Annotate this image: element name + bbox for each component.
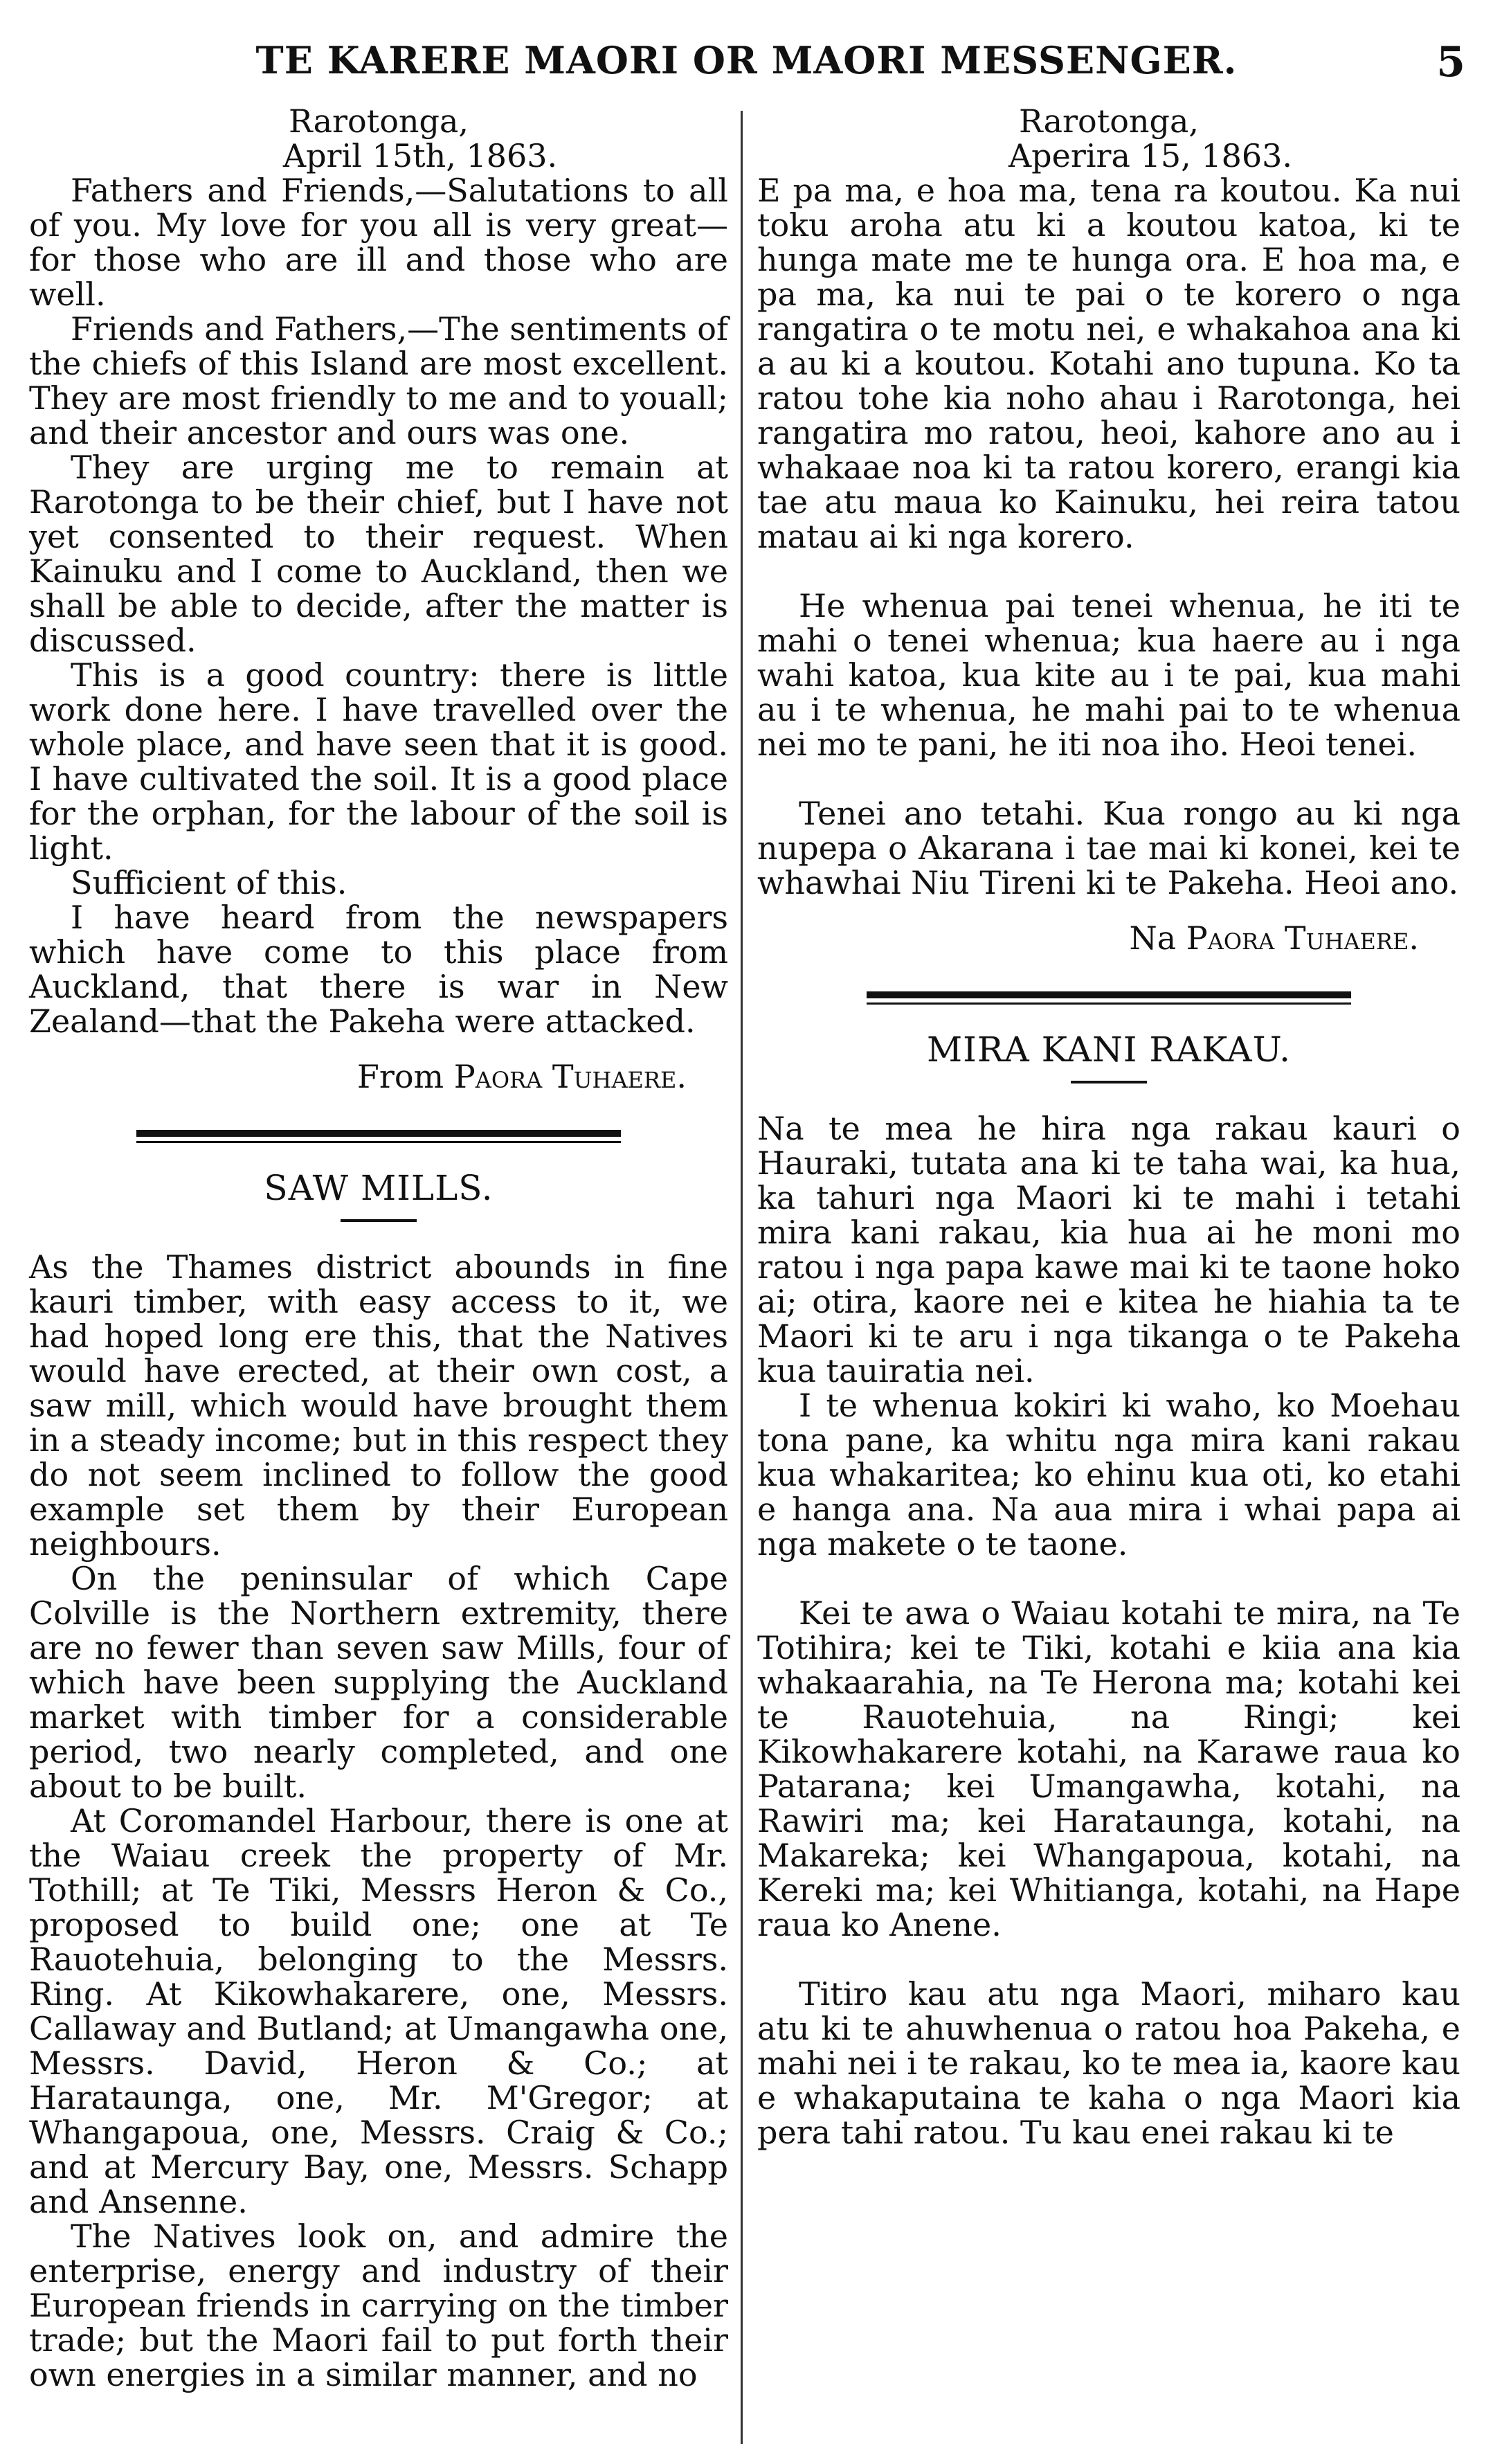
- article-paragraph: The Natives look on, and admire the enterprise, energy and industry of their European friends in carrying on the timber trade; but the Maori fail to put forth their own energies in a similar manner, and no: [29, 2218, 728, 2393]
- signoff-prefix-maori: Na: [1129, 919, 1177, 957]
- section-separator-maori: [867, 991, 1351, 1005]
- letter-paragraph: I have heard from the newspapers which have come to this place from Auckland, that there is war in New Zealand—that the Pakeha were attacked.: [29, 899, 728, 1040]
- letter-paragraph: This is a good country: there is little work done here. I have travelled over the whole place, and have seen that it is good. I have cultivated the soil. It is a good place for the orphan, for the labour of the soil is light.: [29, 656, 728, 867]
- heading-underline-maori: [1071, 1081, 1147, 1083]
- letter-paragraph-maori: He whenua pai tenei whenua, he iti te mahi o tenei whenua; kua haere au i nga wahi katoa, kua kite au i te pai, kua mahi au i te whenua, he mahi pai to te whenua nei mo te pani, he iti noa iho. Heoi tenei.: [757, 587, 1460, 763]
- signoff-name-maori: Paora Tuhaere.: [1186, 919, 1419, 957]
- page-number: 5: [1436, 38, 1465, 87]
- english-column: [29, 104, 728, 2392]
- signoff-name: Paora Tuhaere.: [453, 1058, 687, 1095]
- letter-paragraph: They are urging me to remain at Rarotonga to be their chief, but I have not yet consented to their request. When Kainuku and I come to Auckland, then we shall be able to decide, after the matter is discussed.: [29, 449, 728, 659]
- article-heading: SAW MILLS.: [264, 1168, 494, 1208]
- letter-paragraph: Friends and Fathers,—The sentiments of the chiefs of this Island are most excellent. They are most friendly to me and to youall; and their ancestor and ours was one.: [29, 310, 728, 451]
- letter-dateline: [29, 104, 728, 173]
- article-paragraph-maori: Na te mea he hira nga rakau kauri o Hauraki, tutata ana ki te taha wai, ka hua, ka tahuri nga Maori ki te mahi i tetahi mira kani rakau, kia hua ai he moni mo ratou i nga papa kawe mai ki te taone hoko ai; otira, kaore nei e kitea he hiahia ta te Maori ki te aru i nga tikanga o te Pakeha kua tauiratia nei.: [757, 1110, 1460, 1390]
- letter-place-maori: Rarotonga,: [1018, 102, 1200, 140]
- letter-signoff-maori: [757, 921, 1460, 955]
- separator-thick-rule: [136, 1130, 621, 1137]
- maori-column: [757, 104, 1460, 2150]
- section-separator: [136, 1130, 621, 1143]
- letter-dateline-maori: [757, 104, 1460, 173]
- letter-paragraph: Sufficient of this.: [71, 864, 347, 901]
- column-divider: [741, 111, 743, 2444]
- letter-paragraph-maori: E pa ma, e hoa ma, tena ra koutou. Ka nui toku aroha atu ki a koutou katoa, ki te hunga mate me te hunga ora. E hoa ma, e pa ma, ka nui te pai o te korero o nga rangatira o te motu nei, e whakahoa ana ki a au ki a koutou. Kotahi ano tupuna. Ko ta ratou tohe kia noho ahau i Rarotonga, hei rangatira mo ratou, heoi, kahore ano au i whakaae noa ki ta ratou korero, erangi kia tae atu maua ko Kainuku, hei reira tatou matau ai ki nga korero.: [757, 172, 1460, 555]
- article-paragraph: As the Thames district abounds in fine kauri timber, with easy access to it, we had hoped long ere this, that the Natives would have erected, at their own cost, a saw mill, which would have brought them in a steady income; but in this respect they do not seem inclined to follow the good example set them by their European neighbours.: [29, 1248, 728, 1563]
- letter-signoff: [29, 1059, 728, 1094]
- article-paragraph: At Coromandel Harbour, there is one at the Waiau creek the property of Mr. Tothill; at Te Tiki, Messrs Heron & Co., proposed to build one; one at Te Rauotehuia, belonging to the Messrs. Ring. At Kikowhakarere, one, Messrs. Callaway and Butland; at Umangawha one, Messrs. David, Heron & Co.; at Harataunga, one, Mr. M'Gregor; at Whangapoua, one, Messrs. Craig & Co.; and at Mercury Bay, one, Messrs. Schapp and Ansenne.: [29, 1802, 728, 2220]
- article-paragraph-maori: Titiro kau atu nga Maori, miharo kau atu ki te ahuwhenua o ratou hoa Pakeha, e mahi nei i te rakau, ko te mea ia, kaore kau e whakaputaina te kaha o nga Maori kia pera tahi ratou. Tu kau enei rakau ki te: [757, 1975, 1460, 2151]
- separator-thin-rule: [136, 1141, 621, 1143]
- article-heading-maori: MIRA KANI RAKAU.: [926, 1029, 1292, 1070]
- letter-paragraph-maori: Tenei ano tetahi. Kua rongo au ki nga nupepa o Akarana i tae mai ki konei, kei te whawhai Niu Tireni ki te Pakeha. Heoi ano.: [757, 795, 1460, 901]
- heading-underline: [341, 1219, 417, 1222]
- letter-place: Rarotonga,: [288, 102, 469, 140]
- article-paragraph-maori: I te whenua kokiri ki waho, ko Moehau tona pane, ka whitu nga mira kani rakau kua whakaritea; ko ehinu kua oti, ko etahi e hanga ana. Na aua mira i whai papa ai nga makete o te taone.: [757, 1387, 1460, 1563]
- letter-paragraph: Fathers and Friends,—Salutations to all of you. My love for you all is very great—for those who are ill and those who are well.: [29, 172, 728, 313]
- letter-date: April 15th, 1863.: [282, 137, 558, 174]
- article-paragraph-maori: Kei te awa o Waiau kotahi te mira, na Te Totihira; kei te Tiki, kotahi e kiia ana kia whakaarahia, na Te Herona ma; kotahi kei te Rauotehuia, na Ringi; kei Kikowhakarere kotahi, na Karawe raua ko Patarana; kei Umangawha, kotahi, na Rawiri ma; kei Harataunga, kotahi, na Makareka; kei Whangapoua, kotahi, na Kereki ma; kei Whitianga, kotahi, na Hape raua ko Anene.: [757, 1594, 1460, 1943]
- separator-thin-rule: [867, 1002, 1351, 1005]
- signoff-prefix: From: [356, 1058, 444, 1095]
- article-paragraph: On the peninsular of which Cape Colville is the Northern extremity, there are no fewer than seven saw Mills, four of which have been supplying the Auckland market with timber for a considerable period, two nearly completed, and one about to be built.: [29, 1560, 728, 1805]
- letter-date-maori: Aperira 15, 1863.: [1008, 137, 1293, 174]
- separator-thick-rule: [867, 991, 1351, 998]
- masthead-title: TE KARERE MAORI OR MAORI MESSENGER.: [255, 38, 1238, 82]
